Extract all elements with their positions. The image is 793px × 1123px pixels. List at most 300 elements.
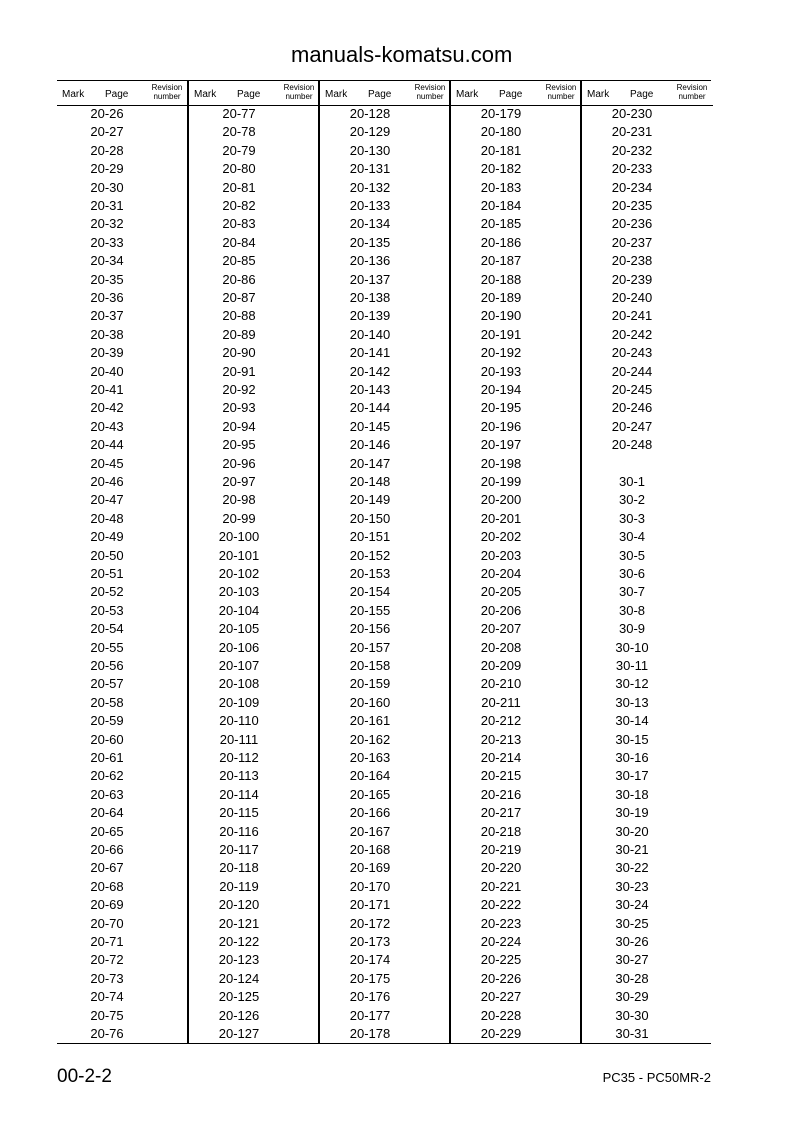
- page-cell: 30-5: [618, 547, 646, 563]
- page-cell: 20-185: [480, 216, 522, 232]
- table-row: [189, 1007, 320, 1025]
- table-row: [451, 547, 582, 565]
- table-row: [320, 547, 451, 565]
- table-row: [582, 455, 713, 473]
- page-cell: 20-49: [90, 529, 124, 545]
- page-cell: 20-227: [480, 989, 522, 1005]
- page-cell: 30-30: [615, 1007, 649, 1023]
- page-cell: 20-160: [349, 694, 391, 710]
- table-row: [582, 933, 713, 951]
- page-cell: 20-176: [349, 989, 391, 1005]
- page-cell: 20-80: [222, 161, 256, 177]
- table-row: [189, 160, 320, 178]
- page-cell: 20-189: [480, 290, 522, 305]
- page-cell: 20-205: [480, 584, 522, 600]
- page-cell: 30-2: [618, 492, 646, 508]
- table-row: [451, 363, 582, 381]
- page-cell: 20-139: [349, 308, 391, 324]
- table-row: [320, 786, 451, 804]
- table-row: [189, 786, 320, 804]
- page-cell: 20-35: [90, 271, 124, 287]
- page-cell: 20-96: [222, 455, 256, 471]
- page-cell: 20-134: [349, 216, 391, 232]
- page-cell: 20-128: [349, 106, 391, 121]
- page-cell: 20-90: [222, 345, 256, 361]
- page-cell: 30-4: [618, 529, 646, 545]
- table-row: [189, 197, 320, 215]
- page-cell: 20-216: [480, 786, 522, 802]
- table-row: [320, 933, 451, 951]
- page-cell: 20-146: [349, 437, 391, 453]
- header-mark: Mark: [194, 89, 217, 100]
- page-cell: 20-141: [349, 345, 391, 361]
- table-row: [582, 694, 713, 712]
- page-cell: 20-170: [349, 878, 391, 894]
- page-cell: 20-212: [480, 713, 522, 729]
- table-row: [582, 602, 713, 620]
- table-row: [189, 215, 320, 233]
- header-mark: Mark: [456, 89, 479, 100]
- page-cell: 20-175: [349, 970, 391, 986]
- page-cell: 20-171: [349, 897, 391, 913]
- page-cell: 30-25: [615, 915, 649, 931]
- page-cell: 20-225: [480, 952, 522, 968]
- page-cell: 20-219: [480, 842, 522, 857]
- page-cell: 20-52: [90, 584, 124, 600]
- page-cell: 20-190: [480, 308, 522, 324]
- table-row: [582, 712, 713, 730]
- page-cell: 30-10: [615, 639, 649, 655]
- page-cell: 20-37: [90, 308, 124, 324]
- page-cell: 20-156: [349, 621, 391, 637]
- table-row: [582, 786, 713, 804]
- table-row: [582, 749, 713, 767]
- page-cell: 20-246: [611, 400, 653, 416]
- page-cell: 20-41: [90, 382, 124, 397]
- table-row: [451, 896, 582, 914]
- table-row: [189, 179, 320, 197]
- page-cell: 20-247: [611, 418, 653, 434]
- table-row: [451, 381, 582, 399]
- table-row: [451, 1025, 582, 1043]
- page-cell: 20-230: [611, 106, 653, 121]
- table-row: [320, 455, 451, 473]
- table-row: [189, 970, 320, 988]
- page-cell: 20-76: [90, 1026, 124, 1041]
- table-row: [320, 1025, 451, 1043]
- table-row: [320, 510, 451, 528]
- table-row: [57, 583, 188, 601]
- page-cell: 20-100: [218, 529, 260, 545]
- table-row: [57, 105, 188, 123]
- table-row: [189, 841, 320, 859]
- page-cell: 20-150: [349, 510, 391, 526]
- table-row: [320, 749, 451, 767]
- page-cell: 20-181: [480, 142, 522, 158]
- page-cell: 20-232: [611, 142, 653, 158]
- page-cell: 20-236: [611, 216, 653, 232]
- page-cell: 20-85: [222, 253, 256, 269]
- table-row: [320, 363, 451, 381]
- page-cell: 20-64: [90, 805, 124, 821]
- page-cell: 20-207: [480, 621, 522, 637]
- table-row: [320, 123, 451, 141]
- page-cell: 20-93: [222, 400, 256, 416]
- page-cell: 20-220: [480, 860, 522, 876]
- table-row: [582, 915, 713, 933]
- table-row: [582, 215, 713, 233]
- table-row: [57, 418, 188, 436]
- table-row: [320, 823, 451, 841]
- page-cell: 20-235: [611, 198, 653, 213]
- page-cell: 20-70: [90, 915, 124, 931]
- page-cell: 20-110: [219, 713, 259, 729]
- table-row: [189, 547, 320, 565]
- table-row: [189, 712, 320, 730]
- table-row: [582, 859, 713, 877]
- page-cell: 20-127: [218, 1026, 260, 1041]
- table-row: [57, 123, 188, 141]
- table-row: [582, 878, 713, 896]
- page-cell: 20-223: [480, 915, 522, 931]
- column-group: [57, 81, 188, 1043]
- table-row: [582, 326, 713, 344]
- table-row: [451, 565, 582, 583]
- page-cell: 20-86: [222, 271, 256, 287]
- page-cell: 20-152: [349, 547, 391, 563]
- page-cell: 20-204: [480, 566, 522, 581]
- table-row: [57, 988, 188, 1006]
- table-row: [57, 271, 188, 289]
- page-cell: 20-238: [611, 253, 653, 269]
- table-row: [320, 436, 451, 454]
- table-row: [57, 970, 188, 988]
- page-cell: 20-231: [611, 124, 653, 140]
- table-row: [189, 859, 320, 877]
- table-row: [451, 510, 582, 528]
- table-row: [189, 528, 320, 546]
- revision-table: [57, 80, 711, 1044]
- page-cell: 30-3: [618, 510, 646, 526]
- table-row: [451, 859, 582, 877]
- page-cell: 20-92: [222, 382, 256, 397]
- page-cell: 30-26: [615, 934, 649, 949]
- table-row: [57, 307, 188, 325]
- page-cell: 20-202: [480, 529, 522, 545]
- page-cell: 20-187: [480, 253, 522, 269]
- page-cell: 20-43: [90, 418, 124, 434]
- table-row: [189, 252, 320, 270]
- table-row: [320, 896, 451, 914]
- page-cell: 20-54: [90, 621, 124, 637]
- page-cell: 20-129: [349, 124, 391, 140]
- table-row: [451, 823, 582, 841]
- page-cell: 30-7: [618, 584, 646, 600]
- table-row: [451, 105, 582, 123]
- table-row: [320, 639, 451, 657]
- table-row: [582, 731, 713, 749]
- table-row: [320, 694, 451, 712]
- page-cell: 20-119: [219, 878, 259, 894]
- page-cell: 20-226: [480, 970, 522, 986]
- table-row: [582, 234, 713, 252]
- page-cell: 20-217: [480, 805, 522, 821]
- page-cell: 20-30: [90, 179, 124, 195]
- page-cell: 20-244: [611, 363, 653, 379]
- page-cell: 20-87: [222, 290, 256, 305]
- table-row: [189, 694, 320, 712]
- table-row: [57, 786, 188, 804]
- table-row: [189, 344, 320, 362]
- page-cell: 30-8: [618, 602, 646, 618]
- table-row: [451, 215, 582, 233]
- page-cell: 20-163: [349, 750, 391, 765]
- table-row: [189, 620, 320, 638]
- table-row: [582, 675, 713, 693]
- page-cell: 20-123: [218, 952, 260, 968]
- table-row: [57, 859, 188, 877]
- table-row: [451, 657, 582, 675]
- page-cell: 30-20: [615, 823, 649, 839]
- page-cell: 20-69: [90, 897, 124, 913]
- table-row: [320, 712, 451, 730]
- table-row: [582, 344, 713, 362]
- table-row: [189, 951, 320, 969]
- page-cell: 30-22: [615, 860, 649, 876]
- page-cell: 20-169: [349, 860, 391, 876]
- table-row: [57, 712, 188, 730]
- table-row: [582, 363, 713, 381]
- table-row: [451, 491, 582, 509]
- table-row: [189, 878, 320, 896]
- table-row: [451, 528, 582, 546]
- table-row: [451, 970, 582, 988]
- table-row: [451, 160, 582, 178]
- page-cell: 20-194: [480, 382, 522, 397]
- table-row: [582, 105, 713, 123]
- table-row: [320, 841, 451, 859]
- table-row: [57, 602, 188, 620]
- table-row: [582, 160, 713, 178]
- page-cell: 20-234: [611, 179, 653, 195]
- page-cell: 20-237: [611, 234, 653, 250]
- header-mark: Mark: [587, 89, 610, 100]
- table-row: [189, 657, 320, 675]
- page-cell: 20-142: [349, 363, 391, 379]
- header-revision: Revision number: [151, 83, 183, 101]
- page-cell: 20-124: [218, 970, 260, 986]
- page-cell: 20-166: [349, 805, 391, 821]
- table-row: [189, 583, 320, 601]
- page-cell: 20-148: [349, 474, 391, 489]
- page-cell: 20-193: [480, 363, 522, 379]
- page-cell: 20-131: [349, 161, 391, 177]
- page-cell: 20-91: [222, 363, 256, 379]
- page-cell: 20-53: [90, 602, 124, 618]
- table-row: [57, 381, 188, 399]
- page-cell: 20-111: [219, 731, 259, 747]
- header-page: Page: [499, 89, 523, 100]
- table-row: [189, 234, 320, 252]
- page-cell: 20-94: [222, 418, 256, 434]
- header-page: Page: [630, 89, 654, 100]
- page-cell: 30-1: [618, 474, 646, 489]
- table-row: [582, 123, 713, 141]
- table-row: [57, 749, 188, 767]
- table-row: [57, 841, 188, 859]
- page-cell: 20-116: [219, 823, 259, 839]
- page-cell: 20-228: [480, 1007, 522, 1023]
- page-cell: 20-50: [90, 547, 124, 563]
- page-cell: 20-179: [480, 106, 522, 121]
- page-cell: 20-105: [218, 621, 260, 637]
- table-row: [320, 528, 451, 546]
- page-cell: 20-164: [349, 768, 391, 784]
- table-header: [451, 81, 582, 106]
- page-cell: 20-172: [349, 915, 391, 931]
- page-cell: 20-68: [90, 878, 124, 894]
- table-row: [57, 767, 188, 785]
- table-row: [320, 473, 451, 491]
- table-row: [451, 933, 582, 951]
- table-row: [189, 363, 320, 381]
- table-row: [582, 767, 713, 785]
- page-cell: 20-107: [218, 658, 260, 673]
- table-row: [320, 988, 451, 1006]
- page-cell: 20-239: [611, 271, 653, 287]
- page-cell: 20-218: [480, 823, 522, 839]
- page-cell: 20-65: [90, 823, 124, 839]
- table-header: [320, 81, 451, 106]
- page-cell: 20-104: [218, 602, 260, 618]
- page-cell: 20-81: [222, 179, 256, 195]
- page-cell: 20-167: [349, 823, 391, 839]
- header-revision: Revision number: [545, 83, 577, 101]
- table-row: [320, 1007, 451, 1025]
- table-row: [451, 583, 582, 601]
- table-row: [320, 326, 451, 344]
- table-row: [57, 675, 188, 693]
- page-cell: 20-165: [349, 786, 391, 802]
- table-row: [451, 436, 582, 454]
- table-row: [451, 473, 582, 491]
- table-row: [320, 731, 451, 749]
- page-cell: 20-162: [349, 731, 391, 747]
- page-cell: 20-221: [480, 878, 522, 894]
- table-row: [451, 123, 582, 141]
- page-cell: 20-62: [90, 768, 124, 784]
- table-row: [320, 620, 451, 638]
- table-row: [451, 418, 582, 436]
- table-row: [451, 602, 582, 620]
- page-cell: 20-88: [222, 308, 256, 324]
- table-row: [451, 271, 582, 289]
- table-row: [189, 326, 320, 344]
- table-row: [320, 307, 451, 325]
- page-cell: 20-224: [480, 934, 522, 949]
- page-cell: 20-138: [349, 290, 391, 305]
- table-row: [189, 988, 320, 1006]
- page-cell: 30-19: [615, 805, 649, 821]
- table-row: [582, 657, 713, 675]
- table-row: [57, 234, 188, 252]
- page-cell: 20-113: [219, 768, 259, 784]
- page-cell: 20-51: [90, 566, 124, 581]
- page-cell: 30-12: [615, 676, 649, 692]
- page-cell: 30-11: [615, 658, 649, 673]
- page-cell: 20-197: [480, 437, 522, 453]
- page-cell: 20-192: [480, 345, 522, 361]
- table-row: [189, 823, 320, 841]
- page-cell: 20-136: [349, 253, 391, 269]
- table-row: [57, 547, 188, 565]
- watermark: manuals-komatsu.com: [291, 42, 513, 67]
- page-cell: 20-74: [90, 989, 124, 1005]
- table-row: [320, 381, 451, 399]
- page-cell: 20-39: [90, 345, 124, 361]
- table-row: [189, 289, 320, 307]
- table-row: [57, 399, 188, 417]
- page-cell: 20-201: [480, 510, 522, 526]
- page-cell: 20-203: [480, 547, 522, 563]
- column-group: [580, 81, 713, 1043]
- page-cell: 20-125: [218, 989, 260, 1005]
- table-row: [582, 970, 713, 988]
- page-cell: 20-151: [349, 529, 391, 545]
- page-cell: 20-154: [349, 584, 391, 600]
- page-cell: 20-121: [218, 915, 260, 931]
- page-cell: 20-72: [90, 952, 124, 968]
- page-cell: 20-66: [90, 842, 124, 857]
- table-row: [320, 252, 451, 270]
- table-header: [57, 81, 188, 106]
- page-cell: 20-198: [480, 455, 522, 471]
- table-row: [57, 731, 188, 749]
- page-cell: 20-233: [611, 161, 653, 177]
- page-cell: 30-9: [618, 621, 646, 637]
- page-cell: 20-145: [349, 418, 391, 434]
- page-cell: 20-122: [218, 934, 260, 949]
- table-row: [320, 675, 451, 693]
- table-row: [320, 878, 451, 896]
- header-revision: Revision number: [676, 83, 708, 101]
- table-row: [320, 951, 451, 969]
- table-row: [582, 1025, 713, 1043]
- page-cell: 30-24: [615, 897, 649, 913]
- table-row: [320, 602, 451, 620]
- table-row: [320, 271, 451, 289]
- page-cell: 20-241: [611, 308, 653, 324]
- page-cell: 20-186: [480, 234, 522, 250]
- table-row: [451, 639, 582, 657]
- page-number: 00-2-2: [57, 1066, 112, 1087]
- table-row: [57, 528, 188, 546]
- page-cell: 20-248: [611, 437, 653, 453]
- table-row: [451, 694, 582, 712]
- page-cell: 20-82: [222, 198, 256, 213]
- table-row: [57, 896, 188, 914]
- table-row: [57, 215, 188, 233]
- table-row: [451, 988, 582, 1006]
- header-revision: Revision number: [414, 83, 446, 101]
- table-row: [57, 473, 188, 491]
- page-cell: 20-78: [222, 124, 256, 140]
- table-row: [582, 823, 713, 841]
- table-row: [57, 491, 188, 509]
- page-cell: 20-155: [349, 602, 391, 618]
- header-revision: Revision number: [283, 83, 315, 101]
- page-cell: 20-112: [219, 750, 259, 765]
